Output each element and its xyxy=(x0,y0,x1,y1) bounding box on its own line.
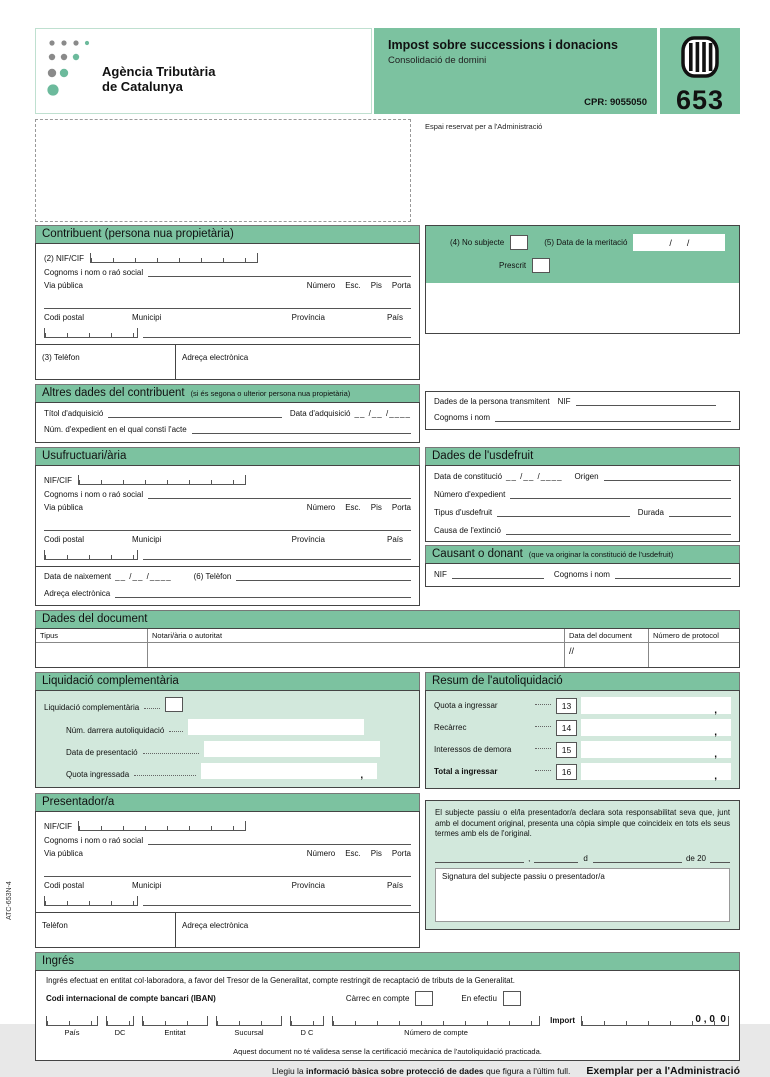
declaracio-d: d xyxy=(583,853,588,863)
compte-comb-label: Número de compte xyxy=(404,1028,468,1037)
presentador-cp-label: Codi postal xyxy=(44,881,85,890)
usdefruit-fields xyxy=(425,465,740,542)
num-autoliquidacio-input[interactable] xyxy=(188,719,364,735)
numero-label: Número xyxy=(306,503,336,512)
contribuent-municipi-input[interactable] xyxy=(143,329,411,338)
iban-label: Codi internacional de compte bancari (IBAN) xyxy=(46,994,216,1003)
iban-compte-input[interactable] xyxy=(332,1016,540,1026)
header xyxy=(35,28,740,114)
declaracio-text: El subjecte passiu o el/la presentador/a declara sota responsabilitat seva que, junt amb el document original, presenta una còpia simple que coincideix en tots els seus termes amb els de l'original. xyxy=(435,808,730,838)
section-contribuent: Contribuent (persona nua propietària) xyxy=(35,225,420,243)
meritacio-empty-area xyxy=(426,283,739,333)
presentador-cognoms-label: Cognoms i nom o raó social xyxy=(44,836,144,845)
usufructuari-municipi-input[interactable] xyxy=(143,551,411,560)
liquidacio-comp-label: Liquidació complementària xyxy=(44,703,140,712)
usufructuari-extra xyxy=(35,567,420,606)
usufructuari-via-label: Via pública xyxy=(44,503,83,512)
pis-label: Pis xyxy=(370,503,382,512)
num-autoliquidacio-label: Núm. darrera autoliquidació xyxy=(66,726,165,735)
section-dades-document: Dades del document xyxy=(35,610,740,628)
presentador-nif-input[interactable] xyxy=(78,821,246,831)
data-naixement-label: Data de naixement xyxy=(44,572,112,581)
causant-nif-label: NIF xyxy=(434,570,447,579)
pais-comb-label: País xyxy=(64,1028,80,1037)
usufructuari-fields xyxy=(35,465,420,567)
esc-label: Esc. xyxy=(345,281,361,290)
dc2-comb-label: D C xyxy=(300,1028,314,1037)
porta-label: Porta xyxy=(391,849,411,858)
data-constitucio-label: Data de constitució xyxy=(434,472,503,481)
agency-logo xyxy=(35,28,372,114)
transmitent-cognoms-label: Cognoms i nom xyxy=(434,413,491,422)
proteccio-dades-note: Llegiu la informació bàsica sobre protecció de dades que figura a l'últim full. xyxy=(272,1066,571,1076)
transmitent-box xyxy=(425,391,740,430)
data-document-cell[interactable]: // xyxy=(565,643,649,667)
num-expedient-input[interactable] xyxy=(192,425,411,434)
section-ingres: Ingrés xyxy=(35,952,740,970)
titol-adquisicio-label: Títol d'adquisició xyxy=(44,409,104,418)
form-subtitle: Consolidació de domini xyxy=(388,55,487,66)
col-num-protocol: Número de protocol xyxy=(653,631,719,640)
usdefruit-expedient-input[interactable] xyxy=(510,490,731,499)
import-preprinted-value: 0 , 0 0 xyxy=(695,1014,726,1025)
section-altres-dades: Altres dades del contribuent (si és segona o ulterior persona nua propietària) xyxy=(35,384,420,402)
interessos-label: Interessos de demora xyxy=(434,745,512,754)
import-label: Import xyxy=(550,1016,575,1025)
transmitent-nif-label: NIF xyxy=(557,397,571,406)
carrec-label: Càrrec en compte xyxy=(345,994,410,1003)
data-adquisicio-input[interactable]: __ /__ /____ xyxy=(354,409,411,418)
pis-label: Pis xyxy=(370,281,382,290)
carrec-checkbox[interactable] xyxy=(415,991,433,1006)
usufructuari-pais-label: País xyxy=(386,535,403,544)
box-14: 14 xyxy=(556,720,577,736)
usufructuari-cp-label: Codi postal xyxy=(44,535,85,544)
no-subjecte-checkbox[interactable] xyxy=(510,235,528,250)
admin-reserved-box xyxy=(35,119,411,222)
presentador-fields xyxy=(35,811,420,913)
titol-adquisicio-input[interactable] xyxy=(108,409,281,418)
contribuent-nif-label: (2) NIF/CIF xyxy=(44,254,84,263)
no-subjecte-label: (4) No subjecte xyxy=(450,238,505,247)
form-title: Impost sobre successions i donacions xyxy=(388,38,618,52)
section-causant: Causant o donant (que va originar la constitució de l'usdefruit) xyxy=(425,545,740,563)
usufructuari-via-input[interactable] xyxy=(44,522,411,531)
signatura-box[interactable] xyxy=(435,868,730,922)
contribuent-via-label: Via pública xyxy=(44,281,83,290)
total-a-ingressar-input[interactable] xyxy=(581,763,731,780)
contribuent-cognoms-label: Cognoms i nom o raó social xyxy=(44,268,144,277)
transmitent-nif-input[interactable] xyxy=(576,397,716,406)
origen-label: Origen xyxy=(574,472,599,481)
decimal-comma: , xyxy=(360,770,364,781)
form-reference-code: ATC-653N-4 xyxy=(6,881,13,920)
decimal-comma: , xyxy=(714,749,717,760)
declaracio-mes-input[interactable] xyxy=(593,854,682,863)
footer xyxy=(35,1065,740,1077)
causa-extincio-label: Causa de l'extinció xyxy=(434,526,501,535)
contribuent-cp-input[interactable] xyxy=(44,328,138,338)
contribuent-cp-label: Codi postal xyxy=(44,313,85,322)
resum-panel xyxy=(425,690,740,789)
validesa-note: Aquest document no té validesa sense la certificació mecànica de l'autoliquidació practicada. xyxy=(233,1047,542,1056)
iban-pais-input[interactable] xyxy=(46,1016,98,1026)
prescrit-label: Prescrit xyxy=(499,261,527,270)
data-naixement-input[interactable]: __ /__ /____ xyxy=(115,572,172,581)
data-adquisicio-label: Data d'adquisició xyxy=(289,409,351,418)
usufructuari-nif-input[interactable] xyxy=(78,475,246,485)
numero-label: Número xyxy=(306,849,336,858)
data-constitucio-input[interactable]: __ /__ /____ xyxy=(506,472,563,481)
interessos-input[interactable] xyxy=(581,741,731,758)
usufructuari-nif-label: NIF/CIF xyxy=(44,476,72,485)
liquidacio-checkbox[interactable] xyxy=(165,697,183,712)
quota-ingressada-input[interactable] xyxy=(201,763,377,779)
causant-nif-input[interactable] xyxy=(452,570,544,579)
col-notari: Notari/ària o autoritat xyxy=(148,629,565,642)
box-15: 15 xyxy=(556,742,577,758)
origen-input[interactable] xyxy=(604,472,731,481)
presentador-via-label: Via pública xyxy=(44,849,83,858)
logo-dots-icon xyxy=(46,37,98,104)
tipus-cell[interactable] xyxy=(36,643,148,667)
porta-label: Porta xyxy=(391,281,411,290)
tipus-usdefruit-input[interactable] xyxy=(497,508,630,517)
col-data-document: Data del document xyxy=(565,629,649,642)
presentador-municipi-label: Municipi xyxy=(132,881,162,890)
causant-fields xyxy=(425,563,740,587)
usufructuari-provincia-label: Província xyxy=(291,535,325,544)
form-title-block xyxy=(374,28,657,114)
admin-reserved-label: Espai reservat per a l'Administració xyxy=(425,122,543,131)
recarrec-input[interactable] xyxy=(581,719,731,736)
usufructuari-adreca-input[interactable] xyxy=(115,589,411,598)
durada-label: Durada xyxy=(637,508,664,517)
presentador-via-input[interactable] xyxy=(44,868,411,877)
usdefruit-expedient-label: Número d'expedient xyxy=(434,490,506,499)
section-usufructuari: Usufructuari/ària xyxy=(35,447,420,465)
sucursal-comb-label: Sucursal xyxy=(234,1028,264,1037)
form-number-block xyxy=(660,28,740,114)
contribuent-pais-label: País xyxy=(386,313,403,322)
quota-a-ingressar-input[interactable] xyxy=(581,697,731,714)
numero-label: Número xyxy=(306,281,336,290)
contribuent-provincia-label: Província xyxy=(291,313,325,322)
causant-cognoms-input[interactable] xyxy=(615,570,731,579)
causant-subtitle: (que va originar la constitució de l'usdefruit) xyxy=(528,550,674,559)
usufructuari-adreca-label: Adreça electrònica xyxy=(44,589,111,598)
presentador-cognoms-input[interactable] xyxy=(148,836,411,845)
declaracio-lloc-input[interactable] xyxy=(435,854,524,863)
usufructuari-cp-input[interactable] xyxy=(44,550,138,560)
section-liquidacio: Liquidació complementària xyxy=(35,672,420,690)
exemplar-label: Exemplar per a l'Administració xyxy=(586,1065,740,1077)
decimal-comma: , xyxy=(714,705,717,716)
decimal-comma: , xyxy=(714,771,717,782)
quota-ingressada-label: Quota ingressada xyxy=(66,770,130,779)
tipus-usdefruit-label: Tipus d'usdefruit xyxy=(434,508,493,517)
causa-extincio-input[interactable] xyxy=(506,526,731,535)
col-tipus: Tipus xyxy=(36,629,148,642)
presentador-pais-label: País xyxy=(386,881,403,890)
section-presentador: Presentador/a xyxy=(35,793,420,811)
num-expedient-label: Núm. d'expedient en el qual consti l'acte xyxy=(44,425,187,434)
contribuent-cognoms-input[interactable] xyxy=(148,268,411,277)
form-number: 653 xyxy=(675,85,725,115)
protocol-cell[interactable] xyxy=(649,643,739,667)
document-table xyxy=(35,628,740,668)
esc-label: Esc. xyxy=(345,849,361,858)
box-13: 13 xyxy=(556,698,577,714)
entitat-comb-label: Entitat xyxy=(164,1028,186,1037)
esc-label: Esc. xyxy=(345,503,361,512)
declaracio-dia-input[interactable] xyxy=(534,854,578,863)
meritacio-box xyxy=(425,225,740,334)
presentador-telefon-label[interactable]: Telèfon xyxy=(42,921,68,930)
signatura-label: Signatura del subjecte passiu o presentador/a xyxy=(442,871,605,881)
dc1-comb-label: DC xyxy=(114,1028,126,1037)
contribuent-contact-row xyxy=(35,345,420,380)
usufructuari-cognoms-input[interactable] xyxy=(148,490,411,499)
declaracio-panel xyxy=(425,800,740,930)
declaracio-de20: de 20 xyxy=(685,853,706,863)
total-a-ingressar-label: Total a ingressar xyxy=(434,767,498,776)
quota-a-ingressar-label: Quota a ingressar xyxy=(434,701,498,710)
section-resum: Resum de l'autoliquidació xyxy=(425,672,740,690)
senyera-icon xyxy=(681,65,719,82)
iban-sucursal-input[interactable] xyxy=(216,1016,282,1026)
altres-fields xyxy=(35,402,420,443)
ingres-fields xyxy=(35,970,740,1061)
contribuent-fields xyxy=(35,243,420,345)
iban-dc2-input[interactable] xyxy=(290,1016,324,1026)
usufructuari-telefon-input[interactable] xyxy=(236,572,411,581)
data-meritacio-input[interactable]: / / xyxy=(633,234,725,251)
presentador-contact-row xyxy=(35,913,420,948)
iban-dc1-input[interactable] xyxy=(106,1016,134,1026)
transmitent-title: Dades de la persona transmitent xyxy=(434,397,550,406)
section-usdefruit: Dades de l'usdefruit xyxy=(425,447,740,465)
altres-subtitle: (si és segona o ulterior persona nua propietària) xyxy=(190,389,351,398)
transmitent-cognoms-input[interactable] xyxy=(495,413,731,422)
pis-label: Pis xyxy=(370,849,382,858)
efectiu-checkbox[interactable] xyxy=(503,991,521,1006)
data-presentacio-label: Data de presentació xyxy=(66,748,138,757)
contribuent-via-input[interactable] xyxy=(44,300,411,309)
declaracio-comma: , xyxy=(528,853,531,863)
contribuent-telefon-label[interactable]: (3) Telèfon xyxy=(42,353,80,362)
import-input[interactable] xyxy=(581,1016,729,1026)
recarrec-label: Recàrrec xyxy=(434,723,467,732)
usufructuari-municipi-label: Municipi xyxy=(132,535,162,544)
contribuent-nif-input[interactable] xyxy=(90,253,258,263)
notari-cell[interactable] xyxy=(148,643,565,667)
cpr-code: CPR: 9055050 xyxy=(584,97,647,108)
usufructuari-telefon-label: (6) Telèfon xyxy=(193,572,232,581)
causant-cognoms-label: Cognoms i nom xyxy=(553,570,610,579)
presentador-cp-input[interactable] xyxy=(44,896,138,906)
data-presentacio-input[interactable] xyxy=(204,741,380,757)
efectiu-label: En efectiu xyxy=(461,994,497,1003)
ingres-line1: Ingrés efectuat en entitat col·laboradora, a favor del Tresor de la Generalitat, compte restringit de recaptació de tributs de la Generalitat. xyxy=(46,976,515,985)
usufructuari-cognoms-label: Cognoms i nom o raó social xyxy=(44,490,144,499)
porta-label: Porta xyxy=(391,503,411,512)
presentador-provincia-label: Província xyxy=(291,881,325,890)
decimal-comma: , xyxy=(714,727,717,738)
document-table-row xyxy=(36,643,739,667)
agency-name: Agència Tributària de Catalunya xyxy=(102,64,216,94)
presentador-municipi-input[interactable] xyxy=(143,897,411,906)
iban-entitat-input[interactable] xyxy=(142,1016,208,1026)
box-16: 16 xyxy=(556,764,577,780)
liquidacio-panel xyxy=(35,690,420,788)
durada-input[interactable] xyxy=(669,508,731,517)
contribuent-adreca-label[interactable]: Adreça electrònica xyxy=(182,353,249,362)
data-meritacio-label: (5) Data de la meritació xyxy=(544,238,628,247)
contribuent-municipi-label: Municipi xyxy=(132,313,162,322)
prescrit-checkbox[interactable] xyxy=(532,258,550,273)
declaracio-any-input[interactable] xyxy=(710,854,730,863)
presentador-nif-label: NIF/CIF xyxy=(44,822,72,831)
presentador-adreca-label[interactable]: Adreça electrònica xyxy=(182,921,249,930)
